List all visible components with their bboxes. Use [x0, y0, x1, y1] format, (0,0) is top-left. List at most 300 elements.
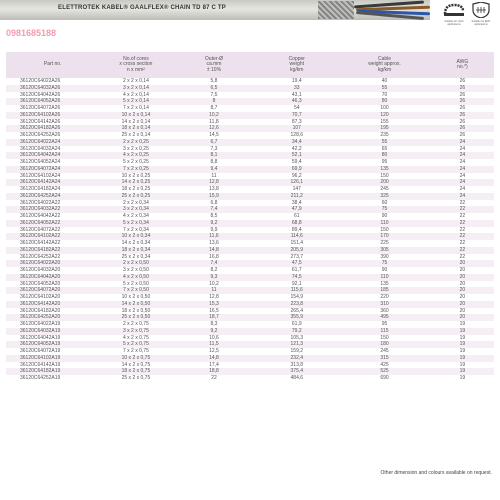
table-row — [6, 220, 494, 227]
outer-diameter-cell: 12,8 — [209, 294, 219, 300]
emc-icon-caption: Suitable for EMC applications — [471, 20, 491, 26]
table-row — [6, 348, 494, 355]
part-no-cell: 36120C64052A22 — [6, 220, 99, 227]
cores-cell: 10 x 2 x 0,75 — [99, 355, 172, 362]
outer-diameter-cell: 14,5 — [209, 132, 219, 138]
cable-weight-cell: 180 — [338, 341, 431, 348]
part-no-cell: 36120C64102A26 — [6, 112, 99, 119]
cable-weight-cell: 155 — [380, 118, 389, 125]
copper-weight-cell: 70,7 — [255, 112, 338, 119]
cable-weight-cell: 495 — [338, 314, 431, 321]
cable-weight-cell: 95 — [381, 159, 388, 165]
table-row — [6, 139, 494, 146]
outer-diameter-cell: 7,3 — [210, 145, 218, 152]
outer-diameter-cell: 8,8 — [210, 159, 218, 165]
cable-weight-cell: 150 — [380, 172, 389, 179]
cable-weight-cell: 235 — [380, 132, 389, 138]
table-row — [6, 146, 494, 153]
part-no-cell: 36120C64022A24 — [6, 139, 99, 146]
table-row — [6, 335, 494, 342]
cores-cell: 25 x 2 x 0,75 — [121, 375, 151, 381]
outer-diameter-cell: 22 — [211, 375, 217, 381]
cable-weight-cell: 110 — [338, 220, 431, 227]
copper-weight-cell: 273,7 — [290, 253, 304, 260]
awg-cell: 22 — [459, 199, 466, 206]
awg-cell: 20 — [431, 260, 494, 267]
table-row — [6, 152, 494, 159]
cable-weight-cell: 40 — [381, 78, 388, 84]
outer-diameter-cell: 11 — [173, 287, 256, 294]
table-row — [6, 119, 494, 126]
outer-diameter-cell: 9,3 — [173, 274, 256, 281]
cores-cell: 4 x 2 x 0,50 — [99, 274, 172, 281]
cores-cell: 5 x 2 x 0,34 — [99, 220, 172, 227]
table-row — [6, 227, 494, 234]
copper-weight-cell: 151,4 — [290, 240, 304, 246]
cable-weight-cell: 200 — [338, 179, 431, 186]
copper-weight-cell: 355,9 — [255, 314, 338, 321]
outer-diameter-cell: 9,9 — [210, 226, 218, 233]
awg-cell: 26 — [459, 78, 466, 84]
part-no-cell: 36120C64182A20 — [20, 307, 61, 314]
table-row — [6, 98, 494, 105]
cable-weight-cell: 360 — [380, 307, 389, 314]
cores-cell: 25 x 2 x 0,34 — [121, 253, 151, 260]
part-no-cell: 36120C64032A20 — [20, 267, 61, 273]
part-no-cell: 36120C64052A24 — [20, 159, 61, 165]
copper-weight-cell: 61 — [293, 213, 300, 219]
table-row — [6, 267, 494, 274]
cores-cell: 2 x 2 x 0,25 — [99, 139, 172, 146]
outer-diameter-cell: 8,2 — [210, 267, 218, 273]
cores-cell: 25 x 2 x 0,14 — [121, 132, 151, 138]
copper-weight-cell: 34,4 — [255, 139, 338, 146]
awg-cell: 22 — [459, 213, 466, 219]
specification-table — [6, 52, 494, 382]
outer-diameter-cell: 12,5 — [209, 348, 219, 354]
copper-weight-cell: 46,3 — [255, 98, 338, 105]
outer-diameter-cell: 10,2 — [173, 112, 256, 119]
copper-weight-cell: 114,6 — [255, 233, 338, 240]
cable-weight-cell: 75 — [338, 206, 431, 213]
cable-weight-cell: 310 — [338, 301, 431, 308]
cores-cell: 2 x 2 x 0,75 — [123, 321, 149, 327]
cable-weight-cell: 80 — [338, 152, 431, 159]
table-row — [6, 362, 494, 369]
table-row — [6, 92, 494, 99]
copper-weight-cell: 68,8 — [255, 220, 338, 227]
outer-diameter-cell: 12,8 — [173, 179, 256, 186]
copper-weight-cell: 54 — [293, 105, 300, 111]
part-no-cell: 36120C64142A19 — [20, 361, 61, 368]
part-no-cell: 36120C64102A20 — [20, 294, 61, 300]
copper-weight-cell: 79,2 — [255, 328, 338, 335]
cable-weight-cell: 390 — [380, 253, 389, 260]
copper-weight-cell: 33 — [255, 85, 338, 92]
awg-cell: 26 — [459, 91, 466, 98]
awg-cell: 22 — [459, 240, 466, 246]
table-row — [6, 375, 494, 382]
part-no-cell: 36120C64032A19 — [6, 328, 99, 335]
table-row — [6, 200, 494, 207]
awg-cell: 24 — [431, 193, 494, 200]
copper-weight-cell: 211,2 — [255, 193, 338, 200]
awg-cell: 26 — [459, 118, 466, 125]
cable-weight-cell: 220 — [380, 294, 389, 300]
awg-cell: 20 — [431, 314, 494, 321]
awg-cell: 22 — [431, 233, 494, 240]
part-no-cell: 36120C64142A22 — [20, 240, 61, 246]
awg-cell: 24 — [431, 166, 494, 173]
outer-diameter-cell: 15,9 — [173, 193, 256, 200]
awg-cell: 20 — [459, 294, 466, 300]
outer-diameter-cell: 10,2 — [209, 280, 219, 287]
cores-cell: 5 x 2 x 0,14 — [99, 98, 172, 105]
cores-cell: 14 x 2 x 0,50 — [99, 301, 172, 308]
outer-diameter-cell: 7,4 — [173, 206, 256, 213]
awg-cell: 20 — [431, 274, 494, 281]
cable-weight-cell: 95 — [381, 321, 388, 327]
cores-cell: 14 x 2 x 0,75 — [121, 361, 151, 368]
cores-cell: 7 x 2 x 0,34 — [123, 226, 149, 233]
outer-diameter-cell: 13,8 — [209, 186, 219, 192]
cable-weight-cell: 425 — [380, 361, 389, 368]
cores-cell: 5 x 2 x 0,25 — [123, 159, 149, 165]
application-icons — [443, 2, 495, 32]
cores-cell: 18 x 2 x 0,75 — [99, 368, 172, 375]
phone-number: 0981685188 — [6, 28, 57, 38]
cores-cell: 3 x 2 x 0,14 — [99, 85, 172, 92]
cable-weight-cell: 135 — [380, 280, 389, 287]
awg-cell: 22 — [431, 220, 494, 227]
cores-cell: 10 x 2 x 0,50 — [121, 294, 151, 300]
cores-cell: 5 x 2 x 0,50 — [123, 280, 149, 287]
part-no-cell: 36120C64032A26 — [6, 85, 99, 92]
outer-diameter-cell: 9,4 — [173, 166, 256, 173]
table-row — [6, 321, 494, 328]
part-no-cell: 36120C64072A22 — [20, 226, 61, 233]
part-no-cell: 36120C64102A24 — [20, 172, 61, 179]
cores-cell: 3 x 2 x 0,75 — [99, 328, 172, 335]
cable-weight-cell: 100 — [380, 105, 389, 111]
copper-weight-cell: 47,5 — [255, 260, 338, 267]
cores-cell: 18 x 2 x 0,34 — [99, 247, 172, 254]
part-no-cell: 36120C64252A22 — [20, 253, 61, 260]
cores-cell: 5 x 2 x 0,75 — [99, 341, 172, 348]
cable-weight-cell: 315 — [338, 355, 431, 362]
outer-diameter-cell: 6,8 — [210, 199, 218, 206]
outer-diameter-cell: 11,5 — [173, 341, 256, 348]
outer-diameter-cell: 7,5 — [210, 91, 218, 98]
cores-cell: 7 x 2 x 0,50 — [99, 287, 172, 294]
outer-diameter-cell: 11 — [211, 172, 217, 179]
awg-cell: 20 — [431, 301, 494, 308]
awg-cell: 22 — [431, 247, 494, 254]
awg-cell: 20 — [459, 267, 466, 273]
awg-cell: 19 — [459, 361, 466, 368]
header-outer-diameter: Outer-Ø ca.mm ± 10% — [173, 52, 256, 78]
outer-diameter-cell: 13,6 — [209, 240, 219, 246]
table-row — [6, 159, 494, 166]
awg-cell: 20 — [431, 287, 494, 294]
table-row — [6, 166, 494, 173]
cores-cell: 4 x 2 x 0,14 — [123, 91, 149, 98]
cable-weight-cell: 60 — [381, 199, 388, 206]
cores-cell: 10 x 2 x 0,14 — [99, 112, 172, 119]
table-row — [6, 341, 494, 348]
copper-weight-cell: 96,2 — [291, 172, 302, 179]
awg-cell: 24 — [431, 152, 494, 159]
awg-cell: 19 — [459, 375, 466, 381]
part-no-cell: 36120C64032A24 — [20, 145, 61, 152]
table-row — [6, 193, 494, 200]
copper-weight-cell: 89,4 — [291, 226, 302, 233]
part-no-cell: 36120C64072A20 — [6, 287, 99, 294]
outer-diameter-cell: 6,7 — [173, 139, 256, 146]
copper-weight-cell: 159,2 — [290, 348, 304, 354]
cores-cell: 14 x 2 x 0,34 — [121, 240, 151, 246]
outer-diameter-cell: 10,6 — [209, 334, 219, 341]
cores-cell: 10 x 2 x 0,25 — [121, 172, 151, 179]
cable-weight-cell: 135 — [338, 166, 431, 173]
part-no-cell: 36120C64052A19 — [6, 341, 99, 348]
copper-weight-cell: 74,5 — [255, 274, 338, 281]
awg-cell: 24 — [459, 172, 466, 179]
outer-diameter-cell: 9,2 — [173, 220, 256, 227]
table-row — [6, 254, 494, 261]
awg-cell: 19 — [459, 348, 466, 354]
cable-weight-cell: 70 — [381, 91, 388, 98]
cable-weight-cell: 80 — [338, 98, 431, 105]
outer-diameter-cell: 12,6 — [173, 125, 256, 132]
awg-cell: 19 — [431, 355, 494, 362]
part-no-cell: 36120C64142A20 — [6, 301, 99, 308]
cores-cell: 3 x 2 x 0,25 — [123, 145, 149, 152]
cores-cell: 18 x 2 x 0,25 — [121, 186, 151, 192]
copper-weight-cell: 105,3 — [290, 334, 304, 341]
cable-weight-cell: 90 — [381, 213, 388, 219]
cores-cell: 14 x 2 x 0,25 — [99, 179, 172, 186]
table-row — [6, 206, 494, 213]
awg-cell: 24 — [431, 179, 494, 186]
copper-weight-cell: 59,4 — [291, 159, 302, 165]
copper-weight-cell: 52,1 — [255, 152, 338, 159]
copper-weight-cell: 38,4 — [291, 199, 302, 206]
part-no-cell: 36120C64022A20 — [6, 260, 99, 267]
copper-weight-cell: 61,7 — [291, 267, 302, 273]
copper-weight-cell: 115,6 — [255, 287, 338, 294]
copper-weight-cell: 147 — [292, 186, 301, 192]
cable-weight-cell: 75 — [338, 260, 431, 267]
awg-cell: 26 — [431, 85, 494, 92]
outer-diameter-cell: 6,5 — [173, 85, 256, 92]
part-no-cell: 36120C64182A19 — [6, 368, 99, 375]
awg-cell: 26 — [459, 132, 466, 138]
table-row — [6, 85, 494, 92]
table-body — [6, 78, 494, 382]
cable-weight-cell: 150 — [380, 334, 389, 341]
copper-weight-cell: 128,6 — [290, 132, 304, 138]
awg-cell: 19 — [431, 368, 494, 375]
table-row — [6, 274, 494, 281]
awg-cell: 24 — [459, 186, 466, 192]
cores-cell: 25 x 2 x 0,50 — [99, 314, 172, 321]
awg-cell: 19 — [459, 334, 466, 341]
outer-diameter-cell: 8,3 — [210, 321, 218, 327]
cable-weight-cell: 690 — [380, 375, 389, 381]
cores-cell: 7 x 2 x 0,14 — [123, 105, 149, 111]
awg-cell: 19 — [431, 341, 494, 348]
awg-cell: 20 — [459, 280, 466, 287]
copper-weight-cell: 375,4 — [255, 368, 338, 375]
copper-weight-cell: 154,9 — [290, 294, 304, 300]
product-header — [0, 0, 500, 40]
cable-weight-cell: 120 — [338, 112, 431, 119]
part-no-cell: 36120C64042A20 — [6, 274, 99, 281]
awg-cell: 26 — [431, 125, 494, 132]
braid-shield-image — [318, 1, 354, 19]
cable-weight-cell: 150 — [380, 226, 389, 233]
table-row — [6, 125, 494, 132]
cores-cell: 4 x 2 x 0,25 — [99, 152, 172, 159]
awg-cell: 26 — [431, 98, 494, 105]
table-row — [6, 233, 494, 240]
table-row — [6, 260, 494, 267]
copper-weight-cell: 205,9 — [255, 247, 338, 254]
part-no-cell: 36120C64022A26 — [20, 78, 61, 84]
outer-diameter-cell: 16,5 — [209, 307, 219, 314]
part-no-cell: 36120C64052A26 — [6, 98, 99, 105]
cores-cell: 2 x 2 x 0,14 — [123, 78, 149, 84]
outer-diameter-cell: 8,1 — [173, 152, 256, 159]
cable-weight-cell: 55 — [338, 139, 431, 146]
awg-cell: 20 — [459, 307, 466, 314]
cores-cell: 2 x 2 x 0,34 — [123, 199, 149, 206]
table-row — [6, 247, 494, 254]
part-no-cell: 36120C64042A24 — [6, 152, 99, 159]
outer-diameter-cell: 5,8 — [210, 78, 218, 84]
outer-diameter-cell: 9,2 — [173, 328, 256, 335]
part-no-cell: 36120C64252A19 — [20, 375, 61, 381]
outer-diameter-cell: 8 — [173, 98, 256, 105]
part-no-cell: 36120C64252A20 — [6, 314, 99, 321]
cable-weight-cell: 65 — [381, 145, 388, 152]
table-row — [6, 368, 494, 375]
awg-cell: 22 — [459, 226, 466, 233]
outer-diameter-cell: 18,8 — [173, 368, 256, 375]
copper-weight-cell: 232,4 — [255, 355, 338, 362]
cable-weight-cell: 110 — [338, 274, 431, 281]
copper-weight-cell: 47,9 — [255, 206, 338, 213]
table-row — [6, 308, 494, 315]
copper-weight-cell: 61,9 — [291, 321, 302, 327]
outer-diameter-cell: 8,5 — [210, 213, 218, 219]
header-awg: AWG no.*) — [431, 52, 494, 78]
part-no-cell: 36120C64042A19 — [20, 334, 61, 341]
part-no-cell: 36120C64042A22 — [20, 213, 61, 219]
table-row — [6, 294, 494, 301]
copper-weight-cell: 121,3 — [255, 341, 338, 348]
part-no-cell: 36120C64022A22 — [20, 199, 61, 206]
cable-weight-cell: 185 — [338, 287, 431, 294]
table-row — [6, 314, 494, 321]
awg-cell: 24 — [431, 139, 494, 146]
emc-shield-icon — [470, 2, 492, 18]
part-no-cell: 36120C64182A24 — [20, 186, 61, 192]
outer-diameter-cell: 14,8 — [173, 355, 256, 362]
outer-diameter-cell: 7,4 — [173, 260, 256, 267]
table-row — [6, 281, 494, 288]
table-row — [6, 355, 494, 362]
table-row — [6, 213, 494, 220]
table-header-row — [6, 52, 494, 78]
cores-cell: 4 x 2 x 0,34 — [123, 213, 149, 219]
cable-weight-cell: 55 — [338, 85, 431, 92]
cores-cell: 3 x 2 x 0,34 — [99, 206, 172, 213]
copper-weight-cell: 42,2 — [291, 145, 302, 152]
table-row — [6, 173, 494, 180]
part-no-cell: 36120C64072A19 — [20, 348, 61, 354]
cores-cell: 18 x 2 x 0,50 — [121, 307, 151, 314]
cores-cell: 4 x 2 x 0,75 — [123, 334, 149, 341]
outer-diameter-cell: 16,8 — [209, 253, 219, 260]
outer-diameter-cell: 11,8 — [209, 118, 219, 125]
header-copper-weight: Copper weight kg/km — [255, 52, 338, 78]
cable-weight-cell: 245 — [380, 348, 389, 354]
part-no-cell: 36120C64102A19 — [6, 355, 99, 362]
copper-weight-cell: 92,1 — [291, 280, 302, 287]
cable-weight-cell: 170 — [338, 233, 431, 240]
cores-cell: 25 x 2 x 0,25 — [99, 193, 172, 200]
part-no-cell: 36120C64142A24 — [6, 179, 99, 186]
copper-weight-cell: 43,1 — [291, 91, 302, 98]
part-no-cell: 36120C64102A22 — [6, 233, 99, 240]
outer-diameter-cell: 11,6 — [173, 233, 256, 240]
header-part-no: Part no. — [6, 52, 99, 78]
cores-cell: 7 x 2 x 0,25 — [99, 166, 172, 173]
copper-weight-cell: 19,4 — [291, 78, 302, 84]
product-title: ELETTROTEK KABEL® GAALFLEX® CHAIN TD 87 C TP — [58, 5, 226, 11]
awg-cell: 26 — [431, 112, 494, 119]
table-row — [6, 112, 494, 119]
part-no-cell: 36120C64032A22 — [6, 206, 99, 213]
copper-weight-cell: 265,4 — [290, 307, 304, 314]
chain-track-icon — [443, 2, 465, 18]
copper-weight-cell: 126,1 — [255, 179, 338, 186]
part-no-cell: 36120C64072A26 — [20, 105, 61, 111]
awg-cell: 22 — [431, 206, 494, 213]
part-no-cell: 36120C64072A24 — [6, 166, 99, 173]
footnote: Other dimension and colours available on request. — [380, 470, 492, 476]
cable-weight-cell: 525 — [338, 368, 431, 375]
part-no-cell: 36120C64252A24 — [6, 193, 99, 200]
cable-image — [0, 0, 430, 20]
header-cores: No.of cores x cross section n x mm² — [99, 52, 172, 78]
table-row — [6, 287, 494, 294]
part-no-cell: 36120C64142A26 — [20, 118, 61, 125]
copper-weight-cell: 87,3 — [291, 118, 302, 125]
cores-cell: 3 x 2 x 0,50 — [123, 267, 149, 273]
table-row — [6, 132, 494, 139]
copper-weight-cell: 107 — [255, 125, 338, 132]
table-row — [6, 186, 494, 193]
table-row — [6, 240, 494, 247]
awg-cell: 24 — [459, 145, 466, 152]
table-row — [6, 78, 494, 85]
table-row — [6, 301, 494, 308]
part-no-cell: 36120C64182A22 — [6, 247, 99, 254]
cable-weight-cell: 115 — [338, 328, 431, 335]
